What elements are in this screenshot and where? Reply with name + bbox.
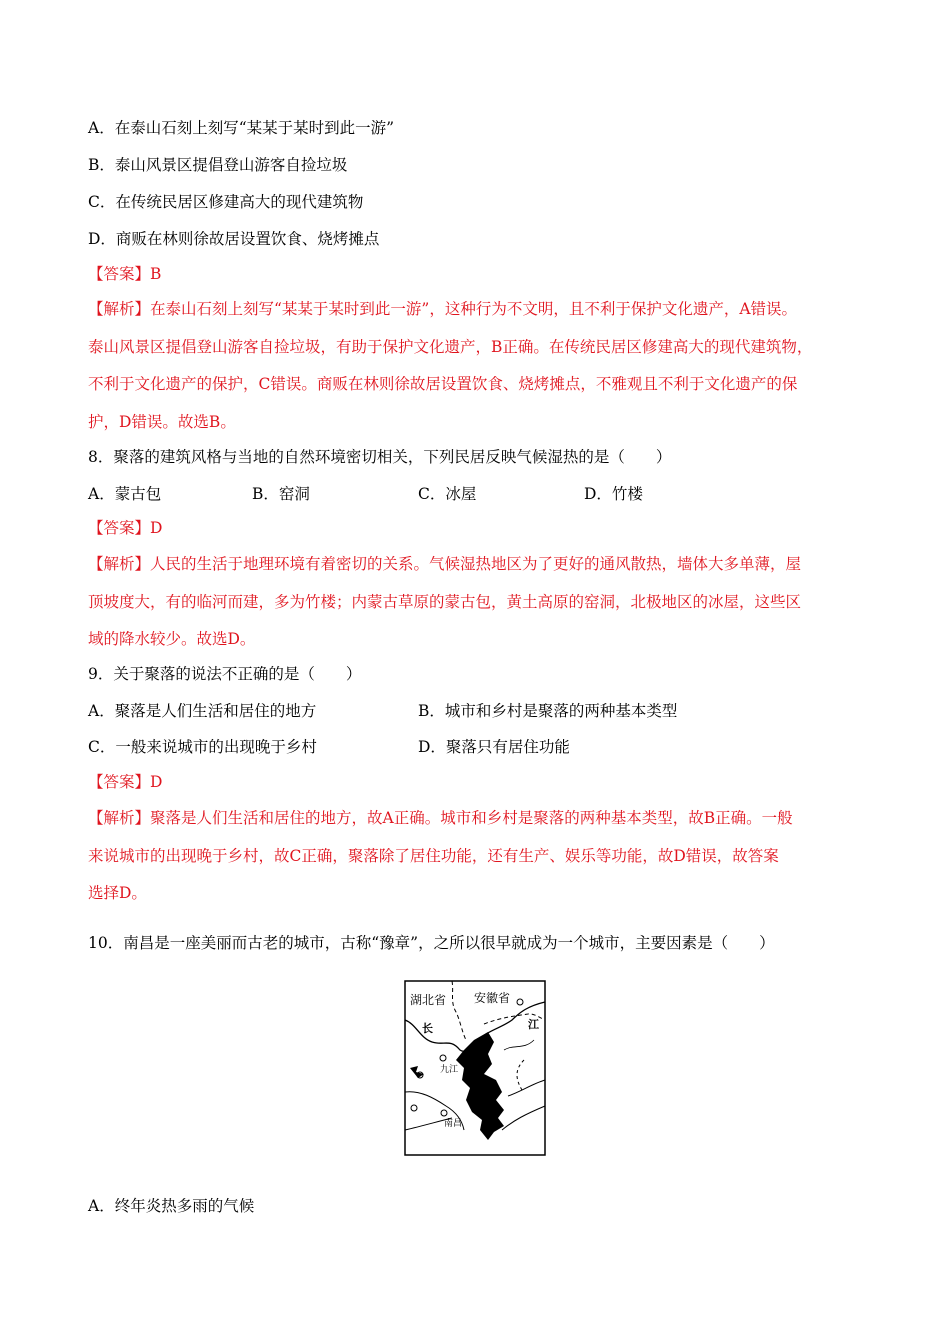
q9-option-a: A．聚落是人们生活和居住的地方 [88,702,317,720]
city-dot-southwest [411,1105,417,1111]
q7-analysis-line-2: 泰山风景区提倡登山游客自捡垃圾，有助于保护文化遗产，B正确。在传统民居区修建高大的现代建筑物， [88,338,813,356]
label-anhui: 安徽省 [474,991,511,1005]
q8-option-a: A．蒙古包 [88,485,162,503]
q9-analysis-line-2: 来说城市的出现晚于乡村，故C正确，聚落除了居住功能，还有生产、娱乐等功能，故D错误，故答案 [88,847,779,865]
q7-option-c: C．在传统民居区修建高大的现代建筑物 [88,193,364,211]
q8-option-d: D．竹楼 [584,485,643,503]
label-hubei: 湖北省 [410,993,447,1007]
q8-option-c: C．冰屋 [418,485,477,503]
q9-answer: 【答案】D [88,773,163,791]
q8-stem: 8．聚落的建筑风格与当地的自然环境密切相关，下列民居反映气候湿热的是（ ） [88,448,672,466]
q9-option-c: C．一般来说城市的出现晚于乡村 [88,738,317,756]
label-jiujiang: 九江 [440,1065,459,1075]
q10-stem: 10．南昌是一座美丽而古老的城市，古称“豫章”，之所以很早就成为一个城市，主要因素是（ ） [88,934,775,952]
label-nanchang: 南昌 [444,1119,463,1129]
q8-analysis-line-1: 【解析】人民的生活于地理环境有着密切的关系。气候湿热地区为了更好的通风散热，墙体大多单薄，屋 [88,555,802,573]
city-dot-northeast [517,999,523,1005]
q8-analysis-line-3: 域的降水较少。故选D。 [88,630,256,648]
nanchang-region-map [404,980,546,1156]
q9-analysis-line-1: 【解析】聚落是人们生活和居住的地方，故A正确。城市和乡村是聚落的两种基本类型，故B正确。一般 [88,809,793,827]
nanchang-dot [441,1110,447,1116]
q7-option-d: D．商贩在林则徐故居设置饮食、烧烤摊点 [88,230,380,248]
label-jiang: 江 [528,1018,539,1031]
label-chang: 长 [422,1022,433,1035]
q9-option-d: D．聚落只有居住功能 [418,738,570,756]
q7-option-b: B．泰山风景区提倡登山游客自捡垃圾 [88,156,348,174]
q7-answer: 【答案】B [88,265,162,283]
q9-analysis-line-3: 选择D。 [88,884,147,902]
q10-option-a: A．终年炎热多雨的气候 [88,1197,255,1215]
q9-option-b: B．城市和乡村是聚落的两种基本类型 [418,702,678,720]
q7-analysis-line-1: 【解析】在泰山石刻上刻写“某某于某时到此一游”，这种行为不文明，且不利于保护文化遗产，A错误。 [88,300,798,318]
q7-analysis-line-3: 不利于文化遗产的保护，C错误。商贩在林则徐故居设置饮食、烧烤摊点，不雅观且不利于文化遗产的保 [88,375,798,393]
jiujiang-dot [440,1055,446,1061]
q8-analysis-line-2: 顶坡度大，有的临河而建，多为竹楼；内蒙古草原的蒙古包，黄土高原的窑洞，北极地区的冰屋，这些区 [88,593,802,611]
q8-option-b: B．窑洞 [252,485,310,503]
q7-option-a: A．在泰山石刻上刻写“某某于某时到此一游” [88,119,395,137]
q8-answer: 【答案】D [88,519,163,537]
q9-stem: 9．关于聚落的说法不正确的是（ ） [88,665,362,683]
q7-analysis-line-4: 护，D错误。故选B。 [88,413,236,431]
